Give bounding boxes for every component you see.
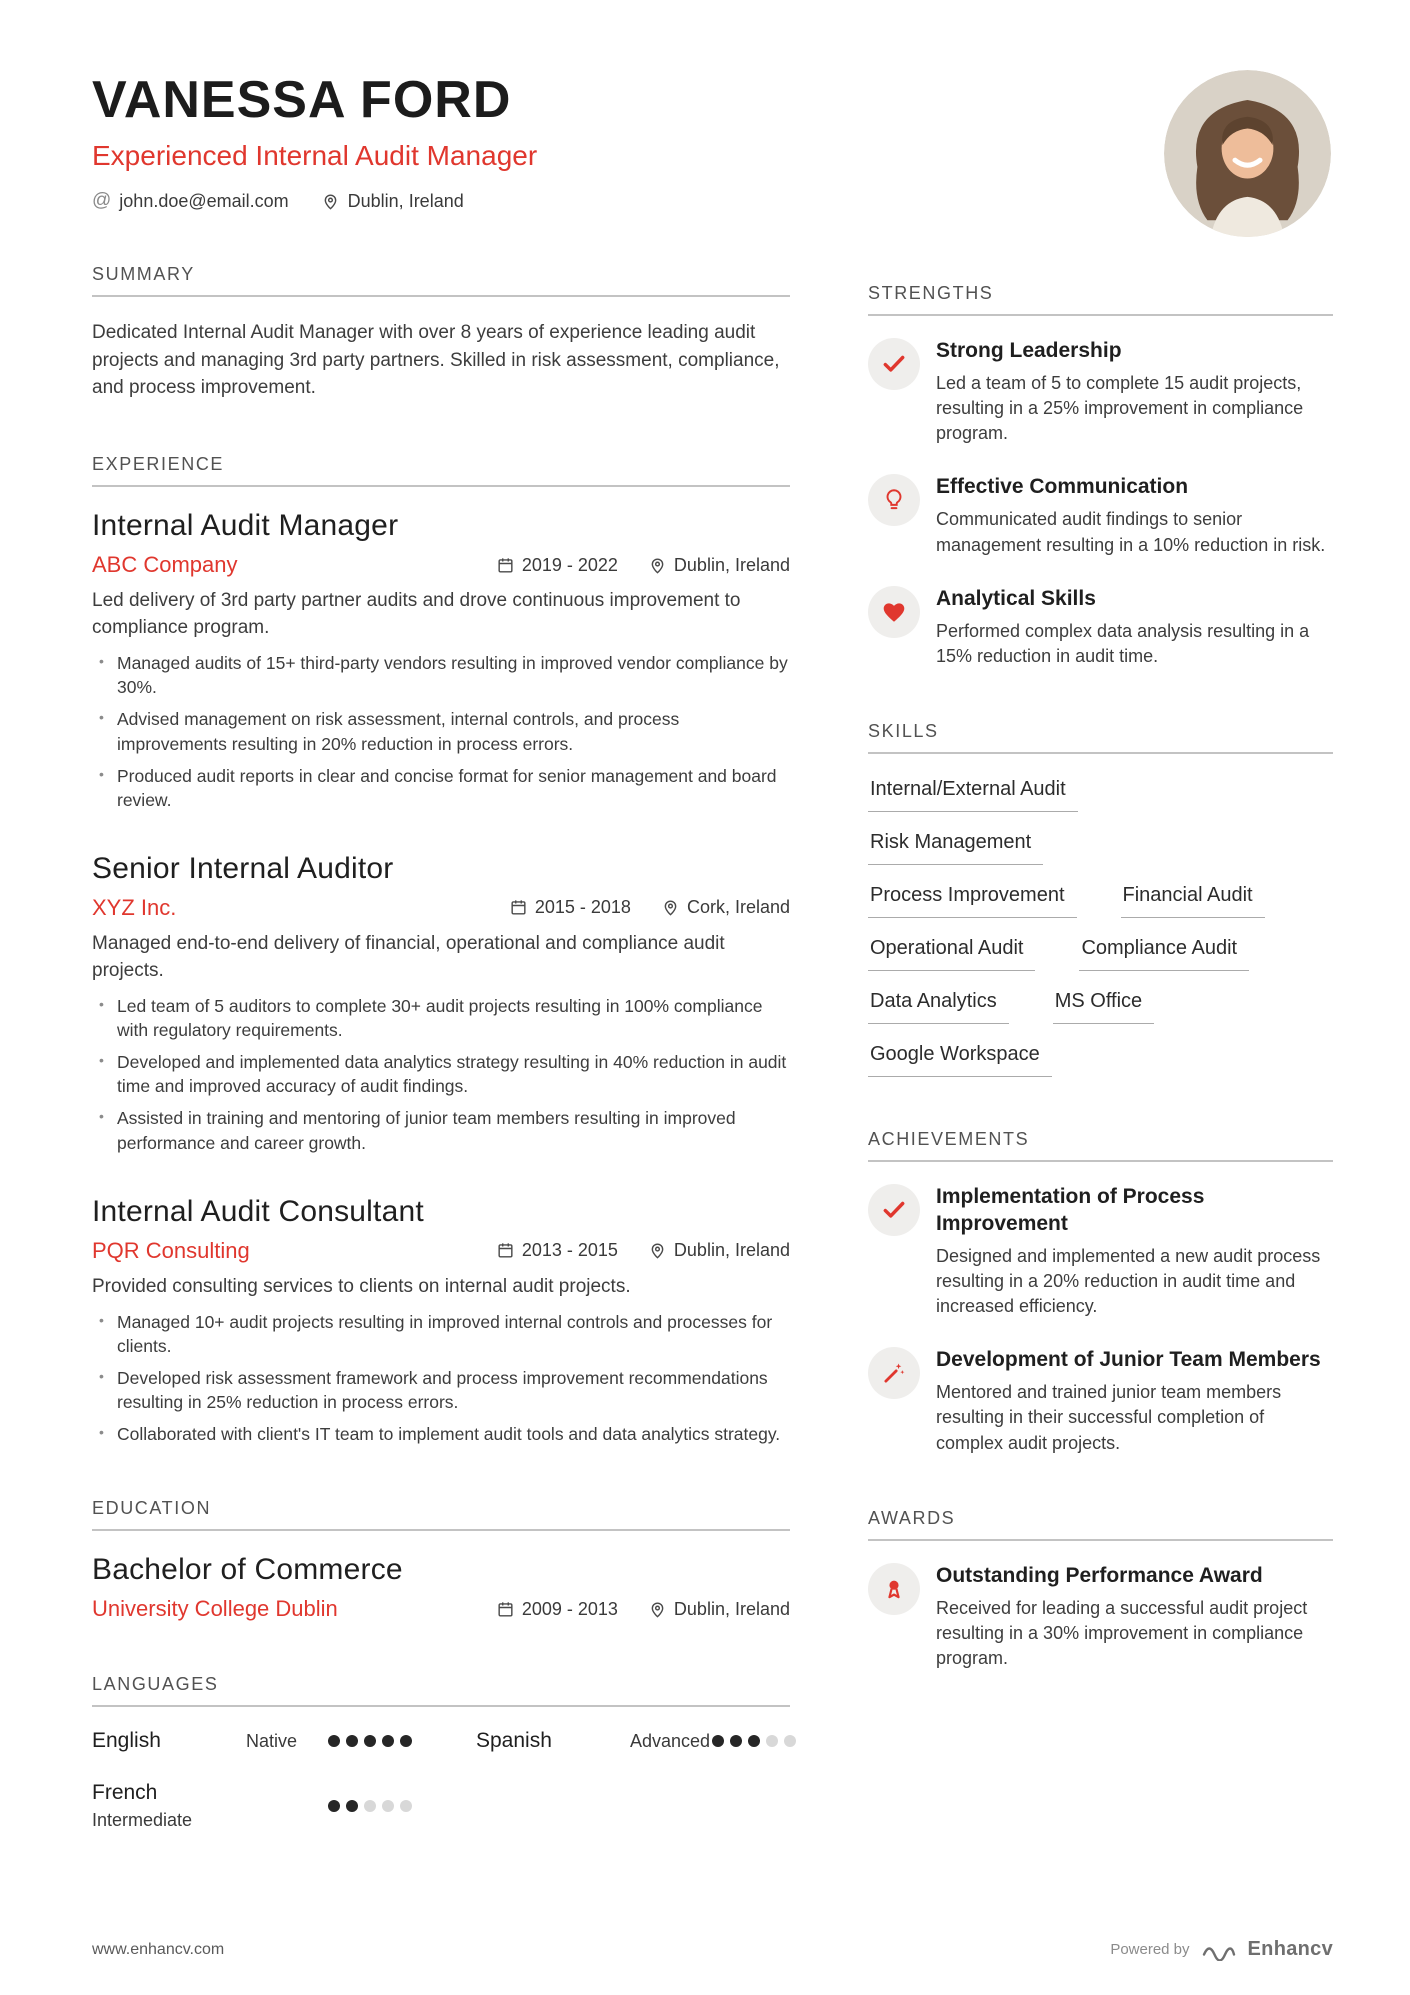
rating-dot-filled [346, 1735, 358, 1747]
job-description: Provided consulting services to clients on internal audit projects. [92, 1275, 631, 1297]
language-name: English [92, 1729, 161, 1753]
company-name: PQR Consulting [92, 1237, 250, 1263]
award-title: Outstanding Performance Award [936, 1563, 1263, 1587]
education-location-text: Dublin, Ireland [673, 1598, 790, 1619]
education-section [92, 1498, 790, 1622]
strength-text: Performed complex data analysis resulting in a 15% reduction in audit time. [936, 620, 1310, 666]
skills-row [868, 829, 1333, 865]
powered-by-label: Powered by [1110, 1941, 1190, 1958]
job-title: Internal Audit Consultant [92, 1194, 424, 1228]
check-icon [868, 1184, 920, 1236]
skills-section [868, 721, 1333, 1077]
skill-item: Operational Audit [868, 935, 1035, 971]
job-bullet: • Managed audits of 15+ third-party vendors resulting in improved vendor compliance by 30%. [92, 651, 790, 699]
language-text [92, 1781, 328, 1831]
language-name: Spanish [476, 1729, 552, 1753]
check-icon [868, 338, 920, 390]
calendar-icon [496, 556, 515, 575]
job-entry [92, 509, 790, 812]
job-dates-text: 2019 - 2022 [521, 554, 618, 575]
job-title: Internal Audit Manager [92, 509, 399, 543]
language-name: French [92, 1781, 158, 1805]
education-entry [92, 1553, 790, 1622]
skill-item: Risk Management [868, 829, 1043, 865]
strength-title: Effective Communication [936, 475, 1189, 499]
profile-photo [1164, 70, 1331, 237]
job-location [648, 1240, 790, 1261]
location-pin-icon [648, 1600, 667, 1619]
award-text: Received for leading a successful audit project resulting in a 30% improvement in compliance program. [936, 1597, 1308, 1668]
sidebar-column [868, 70, 1333, 1671]
award-item [868, 1563, 1333, 1671]
job-bullets [92, 1310, 790, 1447]
lightbulb-icon [868, 474, 920, 526]
strengths-section [868, 283, 1333, 669]
job-bullet: • Led team of 5 auditors to complete 30+ audit projects resulting in 100% compliance with regulatory requirements. [92, 994, 790, 1042]
wand-icon [868, 1347, 920, 1399]
location-pin-icon [648, 556, 667, 575]
skills-row [868, 882, 1333, 918]
rating-dot-filled [328, 1735, 340, 1747]
job-bullets [92, 651, 790, 812]
location-contact [321, 191, 464, 212]
job-meta-right [509, 897, 790, 918]
skill-item: Google Workspace [868, 1041, 1052, 1077]
job-location-text: Cork, Ireland [686, 897, 790, 918]
medal-icon [868, 1563, 920, 1615]
achievement-body [936, 1184, 1333, 1319]
job-dates-text: 2015 - 2018 [534, 897, 631, 918]
education-location [648, 1599, 790, 1620]
email-icon: @ [92, 190, 112, 211]
language-rating-dots [328, 1800, 412, 1812]
languages-section [92, 1674, 790, 1831]
job-title: Senior Internal Auditor [92, 851, 394, 885]
candidate-name: VANESSA FORD [92, 71, 512, 129]
awards-heading: AWARDS [868, 1508, 1333, 1541]
education-meta-right [496, 1599, 790, 1620]
powered-by[interactable] [1110, 1938, 1333, 1961]
rating-dot-filled [730, 1735, 742, 1747]
job-bullet: • Developed risk assessment framework and process improvement recommendations resulting in 25% reduction in process errors. [92, 1366, 790, 1414]
rating-dot-filled [400, 1735, 412, 1747]
job-meta [92, 1238, 790, 1264]
rating-dot-filled [364, 1735, 376, 1747]
strength-title: Analytical Skills [936, 586, 1096, 610]
job-dates [496, 555, 618, 576]
job-entry [92, 1195, 790, 1447]
job-description: Managed end-to-end delivery of financial, operational and compliance audit projects. [92, 932, 725, 981]
achievement-body [936, 1347, 1333, 1455]
summary-text: Dedicated Internal Audit Manager with over 8 years of experience leading audit projects and managing 3rd party partners. Skilled in risk assessment, compliance, and process improvement. [92, 322, 780, 399]
job-location-text: Dublin, Ireland [673, 1240, 790, 1261]
email-contact[interactable] [92, 190, 289, 212]
rating-dot-filled [712, 1735, 724, 1747]
job-description: Led delivery of 3rd party partner audits and drove continuous improvement to compliance program. [92, 590, 741, 639]
degree-title: Bachelor of Commerce [92, 1553, 403, 1587]
rating-dot-empty [766, 1735, 778, 1747]
education-meta [92, 1596, 790, 1622]
award-body [936, 1563, 1333, 1671]
skill-item: Data Analytics [868, 988, 1009, 1024]
rating-dot-filled [328, 1800, 340, 1812]
achievement-item [868, 1184, 1333, 1319]
location-text: Dublin, Ireland [347, 190, 464, 211]
header [92, 70, 790, 212]
education-dates-text: 2009 - 2013 [521, 1598, 618, 1619]
education-dates [496, 1599, 618, 1620]
skills-row [868, 776, 1333, 812]
calendar-icon [496, 1241, 515, 1260]
language-level: Advanced [630, 1730, 711, 1751]
job-bullet: • Collaborated with client's IT team to implement audit tools and data analytics strategy. [92, 1422, 790, 1446]
achievement-text: Mentored and trained junior team members resulting in their successful completion of complex audit projects. [936, 1382, 1282, 1453]
language-item [92, 1729, 448, 1753]
summary-section [92, 264, 790, 402]
job-dates [509, 897, 631, 918]
calendar-icon [509, 898, 528, 917]
location-pin-icon [661, 898, 680, 917]
job-bullets [92, 994, 790, 1155]
location-pin-icon [648, 1241, 667, 1260]
languages-heading: LANGUAGES [92, 1674, 790, 1707]
awards-section [868, 1508, 1333, 1671]
strength-item [868, 474, 1333, 557]
skills-heading: SKILLS [868, 721, 1333, 754]
achievements-section [868, 1129, 1333, 1456]
experience-section [92, 454, 790, 1446]
achievement-title: Development of Junior Team Members [936, 1348, 1321, 1372]
job-location-text: Dublin, Ireland [673, 554, 790, 575]
enhancv-site-link[interactable]: www.enhancv.com [92, 1940, 225, 1958]
language-rating-dots [712, 1735, 796, 1747]
experience-heading: EXPERIENCE [92, 454, 790, 487]
location-pin-icon [321, 192, 340, 211]
school-name: University College Dublin [92, 1596, 338, 1622]
company-name: ABC Company [92, 552, 238, 578]
rating-dot-filled [382, 1735, 394, 1747]
language-rating-dots [328, 1735, 412, 1747]
skills-row [868, 935, 1333, 971]
rating-dot-empty [784, 1735, 796, 1747]
skills-row [868, 1041, 1333, 1077]
skill-item: Process Improvement [868, 882, 1077, 918]
achievements-heading: ACHIEVEMENTS [868, 1129, 1333, 1162]
language-item [476, 1729, 796, 1753]
rating-dot-empty [400, 1800, 412, 1812]
strength-text: Communicated audit findings to senior management resulting in a 10% reduction in risk. [936, 509, 1326, 555]
strength-body [936, 338, 1333, 446]
profile-photo-image [1164, 70, 1331, 237]
strength-body [936, 586, 1333, 669]
rating-dot-empty [364, 1800, 376, 1812]
strengths-heading: STRENGTHS [868, 283, 1333, 316]
job-location [648, 555, 790, 576]
page-footer [92, 1938, 1333, 1961]
language-level: Intermediate [92, 1810, 193, 1831]
job-bullet: • Advised management on risk assessment, internal controls, and process improvements resulting in 20% reduction in process errors. [92, 707, 790, 755]
job-meta-right [496, 555, 790, 576]
rating-dot-filled [748, 1735, 760, 1747]
summary-heading: SUMMARY [92, 264, 790, 297]
calendar-icon [496, 1600, 515, 1619]
achievement-title: Implementation of Process Improvement [936, 1184, 1205, 1235]
achievement-item [868, 1347, 1333, 1455]
heart-icon [868, 586, 920, 638]
candidate-headline: Experienced Internal Audit Manager [92, 140, 538, 171]
language-item [92, 1781, 448, 1831]
skill-item: MS Office [1053, 988, 1154, 1024]
job-location [661, 897, 790, 918]
company-name: XYZ Inc. [92, 894, 177, 920]
email-text[interactable]: john.doe@email.com [119, 190, 289, 211]
enhancv-logo-icon [1201, 1939, 1237, 1961]
rating-dot-filled [346, 1800, 358, 1812]
skill-item: Compliance Audit [1079, 935, 1249, 971]
skill-item: Financial Audit [1121, 882, 1265, 918]
education-heading: EDUCATION [92, 1498, 790, 1531]
strength-body [936, 474, 1333, 557]
strength-text: Led a team of 5 to complete 15 audit projects, resulting in a 25% improvement in compliance program. [936, 372, 1304, 444]
enhancv-brand-text: Enhancv [1247, 1938, 1333, 1960]
job-meta [92, 552, 790, 578]
strength-title: Strong Leadership [936, 339, 1122, 362]
languages-grid [92, 1729, 790, 1831]
contact-row [92, 190, 790, 212]
rating-dot-empty [382, 1800, 394, 1812]
strength-item [868, 586, 1333, 669]
job-bullet: • Managed 10+ audit projects resulting in improved internal controls and processes for clients. [92, 1310, 790, 1358]
job-bullet: • Developed and implemented data analytics strategy resulting in 40% reduction in audit time and improved accuracy of audit findings. [92, 1050, 790, 1098]
strength-item [868, 338, 1333, 446]
skill-item: Internal/External Audit [868, 776, 1078, 812]
job-entry [92, 852, 790, 1155]
job-meta-right [496, 1240, 790, 1261]
job-dates [496, 1240, 618, 1261]
job-meta [92, 895, 790, 921]
job-dates-text: 2013 - 2015 [521, 1240, 618, 1261]
job-bullet: • Assisted in training and mentoring of junior team members resulting in improved performance and career growth. [92, 1106, 790, 1154]
main-column [92, 70, 790, 1831]
job-bullet: • Produced audit reports in clear and concise format for senior management and board review. [92, 764, 790, 812]
skills-row [868, 988, 1333, 1024]
language-level: Native [246, 1730, 298, 1751]
achievement-text: Designed and implemented a new audit process resulting in a 20% reduction in audit time and increased efficiency. [936, 1245, 1321, 1317]
